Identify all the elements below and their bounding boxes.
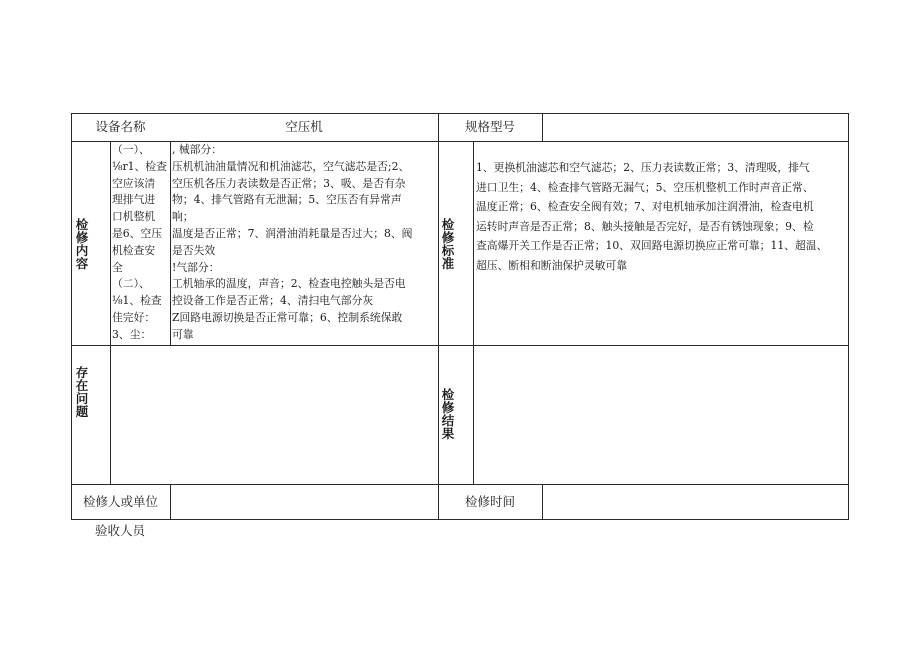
middle-column-divider — [438, 113, 439, 520]
content-split-divider — [170, 141, 171, 346]
problems-row-label: 存在问题 — [75, 365, 89, 419]
table-top-border — [71, 113, 849, 114]
footer-time-divider — [542, 484, 543, 520]
table-bottom-border — [71, 519, 849, 520]
footer-person-divider — [170, 484, 171, 520]
problems-row-bottom — [71, 484, 849, 485]
standard-text: 1、更换机油滤芯和空气滤芯；2、压力表读数正常；3、清理吸，排气 进口卫生；4、检查排气管路无漏气；5、空压机整机工作时声音正常、 温度正常；6、检查安全阀有效；7、对电机轴承加注润滑油，检查电机 运转时声音是否正常；8、触头接触是否完好，是否有锈蚀现象；9、检 查高爆开关工作是否正常；10、双回路电源切换应正常可靠；11、超温、 超压、断相和断油保护灵敏可靠 — [476, 161, 828, 272]
equipment-name-value[interactable]: 空压机 — [285, 119, 323, 134]
model-value-divider — [542, 113, 543, 142]
problems-input-area[interactable] — [111, 346, 437, 484]
table-right-border — [848, 113, 849, 520]
content-left-text: （一）、 ⅛r1、检查 空应该清 理排气进 口机整机 是6、空压 机检查安 全 （二）、 ⅛1、检查 佳完好： 3、尘： — [112, 143, 167, 341]
result-row-label: 检修结果 — [441, 387, 455, 441]
content-right-text: , 械部分： 压机机油油量情况和机油滤芯，空气滤芯是否;2、 空压机各压力表读数是否正常；3、吸、是否有杂 物；4、排气管路有无泄漏；5、空压否有异常声 响； 温度是否正常；7、润滑油消耗量是否过大；8、阀 是否失效 !气部分： 工机轴承的温度，声音；2、检查电控触头是否电 控设备工作是否正常；4、清扫电气部分灰 Z回路电源切换是否正常可靠；6、控制系统保敢 可靠 — [172, 143, 413, 341]
acceptance-label: 验收人员 — [95, 523, 146, 538]
equipment-name-label: 设备名称 — [95, 119, 146, 134]
table-left-border — [71, 113, 72, 520]
content-row-label: 检修内容 — [75, 217, 89, 271]
inspection-time-label: 检修时间 — [464, 494, 515, 509]
result-input-area[interactable] — [474, 346, 848, 484]
standard-row-label: 检修标准 — [441, 217, 455, 271]
model-label: 规格型号 — [464, 119, 515, 134]
inspector-label: 检修人或单位 — [82, 494, 158, 509]
